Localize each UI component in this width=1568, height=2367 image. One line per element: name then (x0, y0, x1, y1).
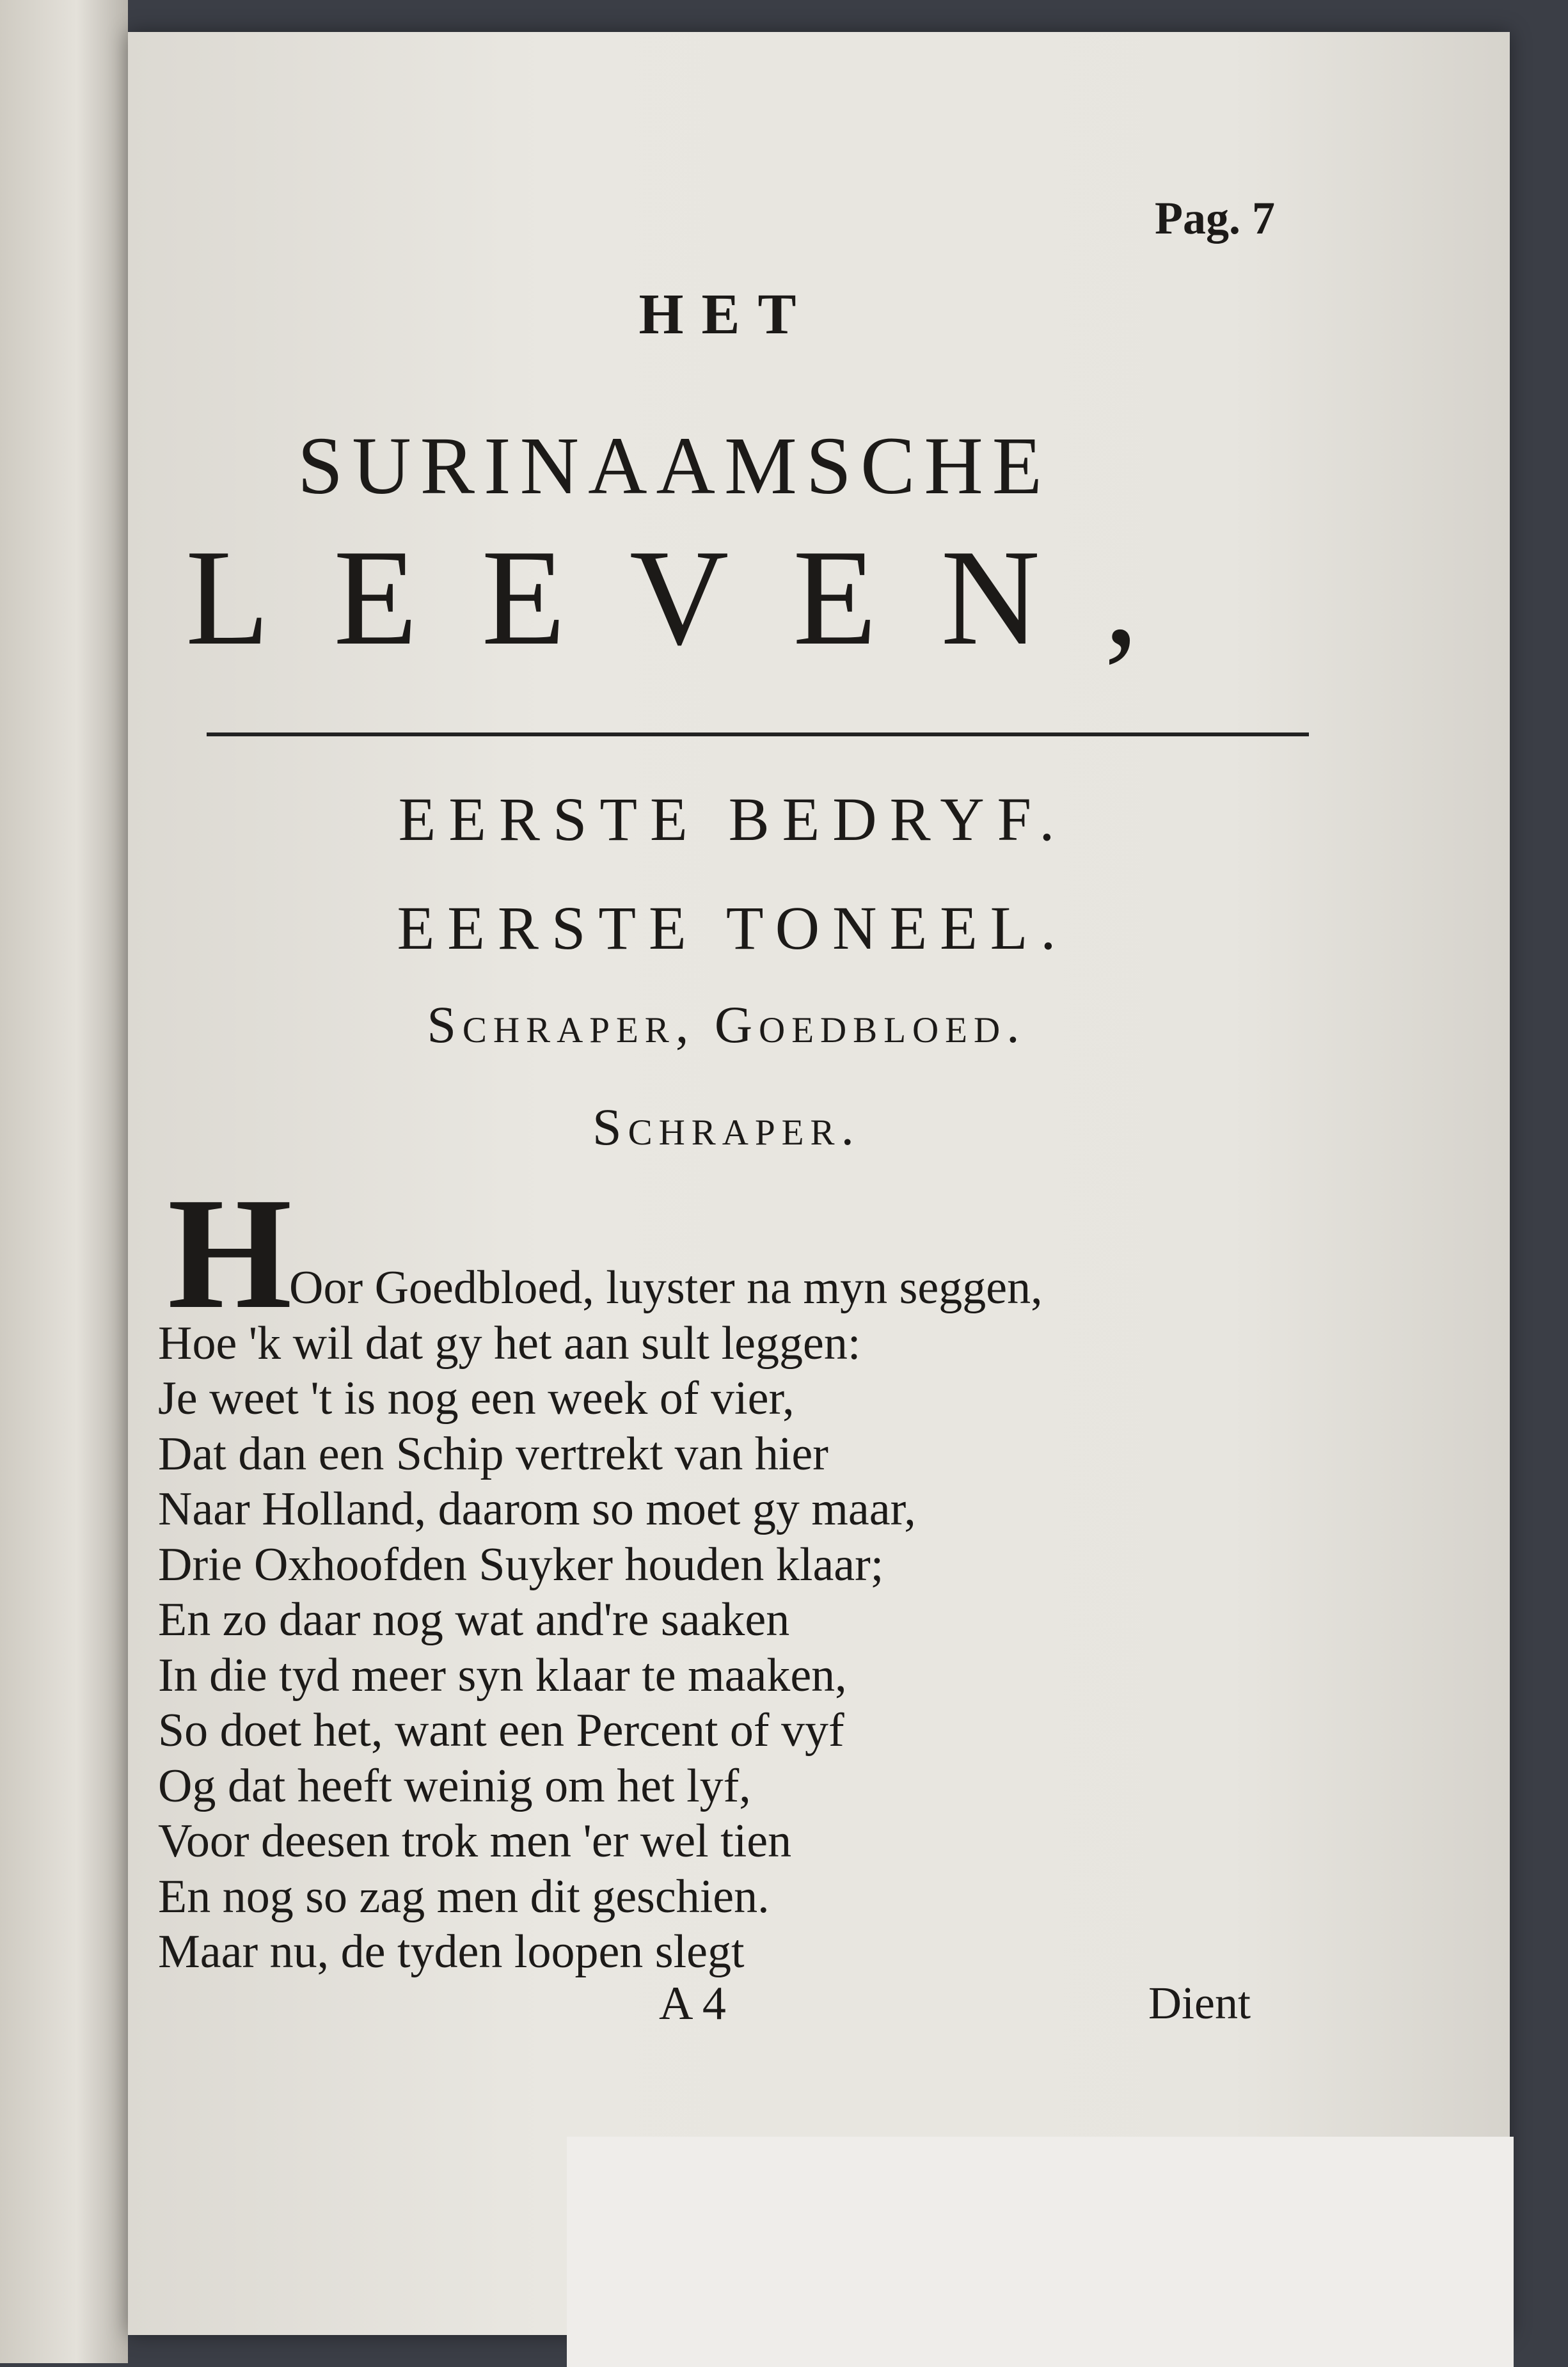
verse-line: En zo daar nog wat and're saaken (158, 1594, 790, 1646)
speaker-name: Schraper. (592, 1098, 860, 1156)
verse-line: Og dat heeft weinig om het lyf, (158, 1759, 751, 1812)
book-page (128, 32, 1510, 2335)
catchword: Dient (1148, 1977, 1251, 2029)
verse-text (158, 1260, 1043, 1980)
signature-mark: A 4 (659, 1977, 726, 2030)
verse-line: Dat dan een Schip vertrekt van hier (158, 1427, 828, 1480)
title-rule (207, 732, 1309, 736)
verse-line: Hoe 'k wil dat gy het aan sult leggen: (158, 1317, 861, 1370)
verse-line: Je weet 't is nog een week of vier, (158, 1372, 795, 1425)
page-number: Pag. 7 (1155, 193, 1275, 244)
title-line-2: SURINAAMSCHE (297, 420, 1051, 511)
scene-heading: EERSTE TONEEL. (397, 894, 1069, 962)
verse-line: En nog so zag men dit geschien. (158, 1870, 770, 1923)
verse-line: In die tyd meer syn klaar te maaken, (158, 1649, 847, 1702)
facing-page (0, 0, 128, 2363)
characters-line: Schraper, Goedbloed. (427, 995, 1026, 1054)
drop-cap: H (168, 1165, 292, 1342)
verse-line: Maar nu, de tyden loopen slegt (158, 1926, 745, 1978)
verse-line: So doet het, want een Percent of vyf (158, 1704, 844, 1757)
title-line-1: HET (638, 283, 814, 346)
verse-line: Drie Oxhoofden Suyker houden klaar; (158, 1538, 884, 1591)
verse-line: Oor Goedbloed, luyster na myn seggen, (289, 1262, 1043, 1314)
verse-line: Naar Holland, daarom so moet gy maar, (158, 1483, 916, 1535)
title-line-3: LEEVEN, (186, 521, 1203, 674)
blank-patch (567, 2137, 1514, 2367)
verse-line: Voor deesen trok men 'er wel tien (158, 1815, 792, 1867)
act-heading: EERSTE BEDRYF. (398, 785, 1068, 853)
